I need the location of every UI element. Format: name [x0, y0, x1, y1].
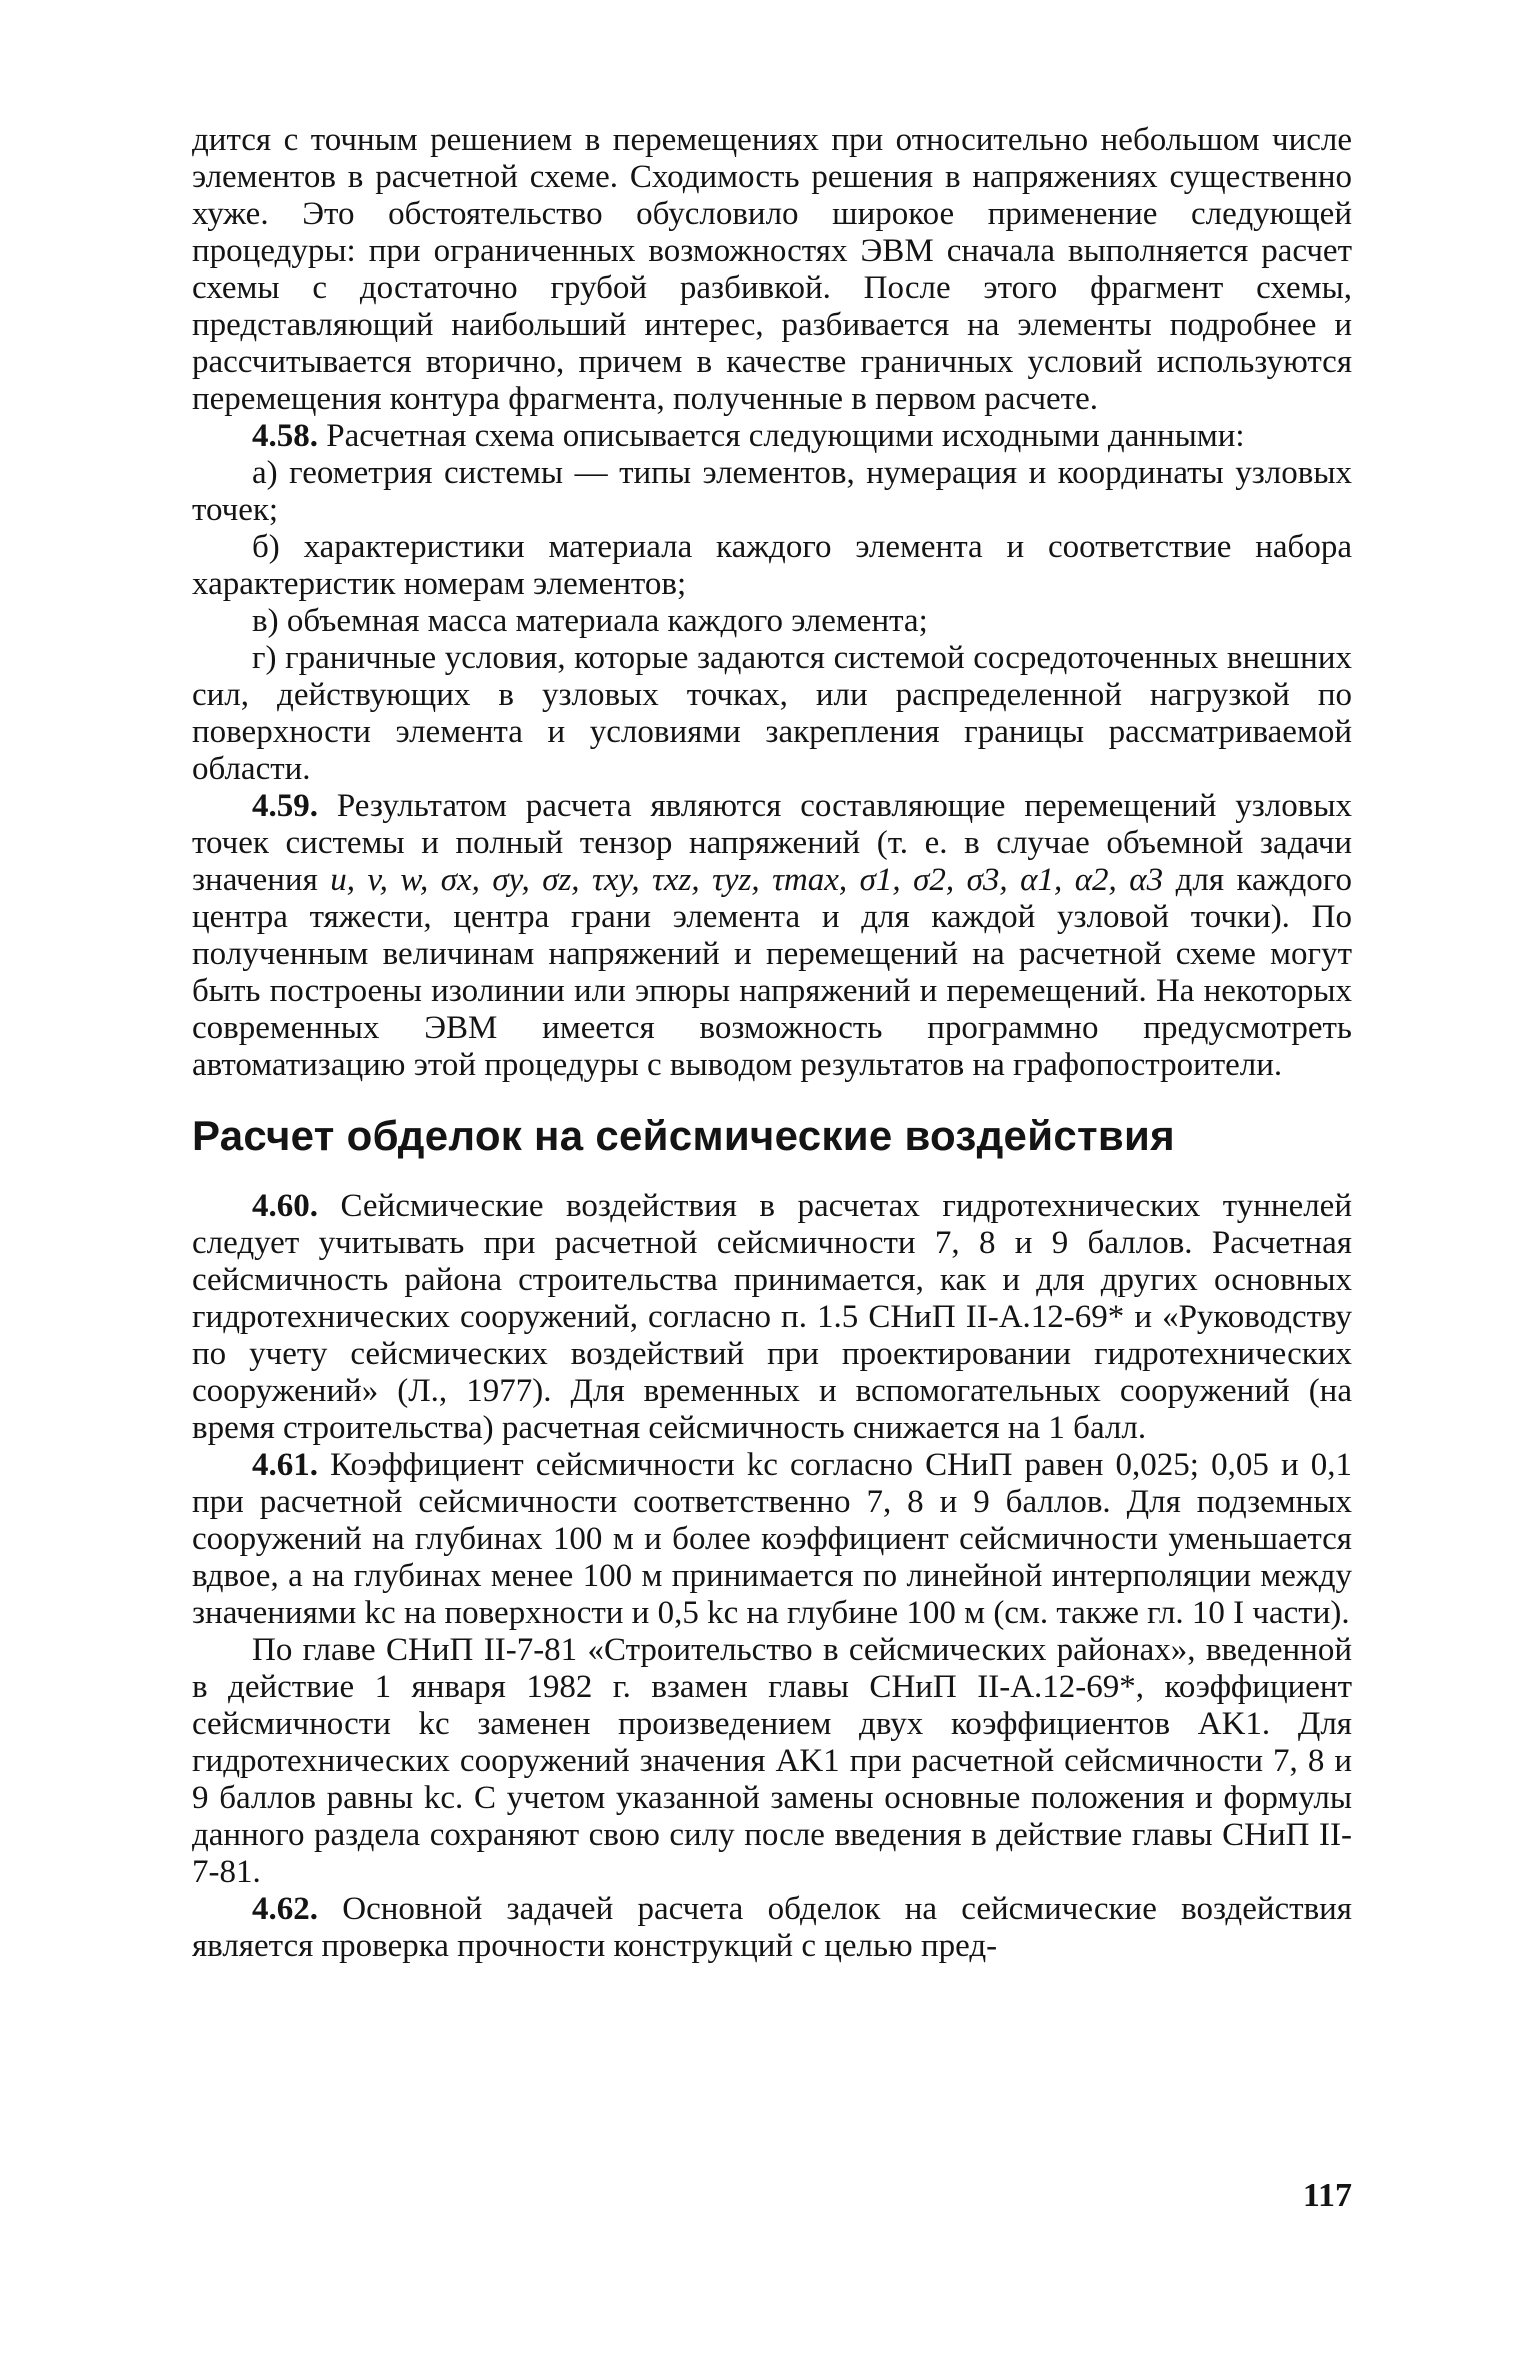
- document-page: [192, 122, 1352, 2342]
- paragraph-text: для каждого центра тяжести, центра грани элемента и для каждой узловой точки). По полученным величинам напряжений и перемещений на расчетной схеме могут быть построены изолинии или эпюры напряжений и перемещений. На некоторых современных ЭВМ имеется возможность программно предусмотреть автоматизацию этой процедуры с выводом результатов на графопостроители.: [192, 862, 1352, 1083]
- list-item-a: а) геометрия системы — типы элементов, нумерация и координаты узловых точек;: [192, 455, 1352, 528]
- math-symbols: u, v, w, σx, σy, σz, τxy, τxz, τyz, τmax, σ1, σ2, σ3, α1, α2, α3: [330, 862, 1164, 898]
- paragraph-text: Расчетная схема описывается следующими исходными данными:: [318, 418, 1245, 454]
- list-item-d: г) граничные условия, которые задаются системой сосредоточенных внешних сил, действующих в узловых точках, или распределенной нагрузкой по поверхности элемента и условиями закрепления границы рассматриваемой области.: [192, 640, 1352, 787]
- list-item-b: б) характеристики материала каждого элемента и соответствие набора характеристик номерам элементов;: [192, 529, 1352, 602]
- paragraph-text: Основной задачей расчета обделок на сейсмические воздействия является проверка прочности конструкций с целью пред-: [192, 1891, 1352, 1964]
- page-number: 117: [1302, 2177, 1352, 2214]
- list-item-c: в) объемная масса материала каждого элемента;: [252, 603, 928, 639]
- paragraph-4-62: [192, 1891, 1352, 1965]
- clause-number: 4.61.: [252, 1447, 318, 1483]
- paragraph-snip: По главе СНиП II-7-81 «Строительство в сейсмических районах», введенной в действие 1 января 1982 г. взамен главы СНиП II-А.12-69*, коэффициент сейсмичности kс заменен произведением двух коэффициентов AK1. Для гидротехнических сооружений значения AK1 при расчетной сейсмичности 7, 8 и 9 баллов равны kс. С учетом указанной замены основные положения и формулы данного раздела сохраняют свою силу после введения в действие главы СНиП II-7-81.: [192, 1632, 1352, 1890]
- paragraph-4-61: [192, 1447, 1352, 1632]
- paragraph-4-59: [192, 788, 1352, 1084]
- clause-number: 4.58.: [252, 418, 318, 454]
- paragraph-text: Сейсмические воздействия в расчетах гидротехнических туннелей следует учитывать при расчетной сейсмичности 7, 8 и 9 баллов. Расчетная сейсмичность района строительства принимается, как и для других основных гидротехнических сооружений, согласно п. 1.5 СНиП II-А.12-69* и «Руководству по учету сейсмических воздействий при проектировании гидротехнических сооружений» (Л., 1977). Для временных и вспомогательных сооружений (на время строительства) расчетная сейсмичность снижается на 1 балл.: [192, 1188, 1352, 1446]
- section-heading: Расчет обделок на сейсмические воздействия: [192, 1112, 1175, 1159]
- paragraph-text: Результатом расчета являются составляющие перемещений узловых точек системы и полный тензор напряжений (т. е. в случае объемной задачи значения: [192, 788, 1352, 898]
- clause-number: 4.62.: [252, 1891, 318, 1927]
- paragraph-4-60: [192, 1188, 1352, 1447]
- paragraph-4-58: [192, 418, 1352, 455]
- paragraph-text: Коэффициент сейсмичности kс согласно СНиП равен 0,025; 0,05 и 0,1 при расчетной сейсмичности соответственно 7, 8 и 9 баллов. Для подземных сооружений на глубинах 100 м и более коэффициент сейсмичности уменьшается вдвое, а на глубинах менее 100 м принимается по линейной интерполяции между значениями kс на поверхности и 0,5 kс на глубине 100 м (см. также гл. 10 I части).: [192, 1447, 1352, 1631]
- clause-number: 4.59.: [252, 788, 318, 824]
- paragraph-intro: дится с точным решением в перемещениях при относительно небольшом числе элементов в расчетной схеме. Сходимость решения в напряжениях существенно хуже. Это обстоятельство обусловило широкое применение следующей процедуры: при ограниченных возможностях ЭВМ сначала выполняется расчет схемы с достаточно грубой разбивкой. После этого фрагмент схемы, представляющий наибольший интерес, разбивается на элементы подробнее и рассчитывается вторично, причем в качестве граничных условий используются перемещения контура фрагмента, полученные в первом расчете.: [192, 122, 1352, 417]
- clause-number: 4.60.: [252, 1188, 318, 1224]
